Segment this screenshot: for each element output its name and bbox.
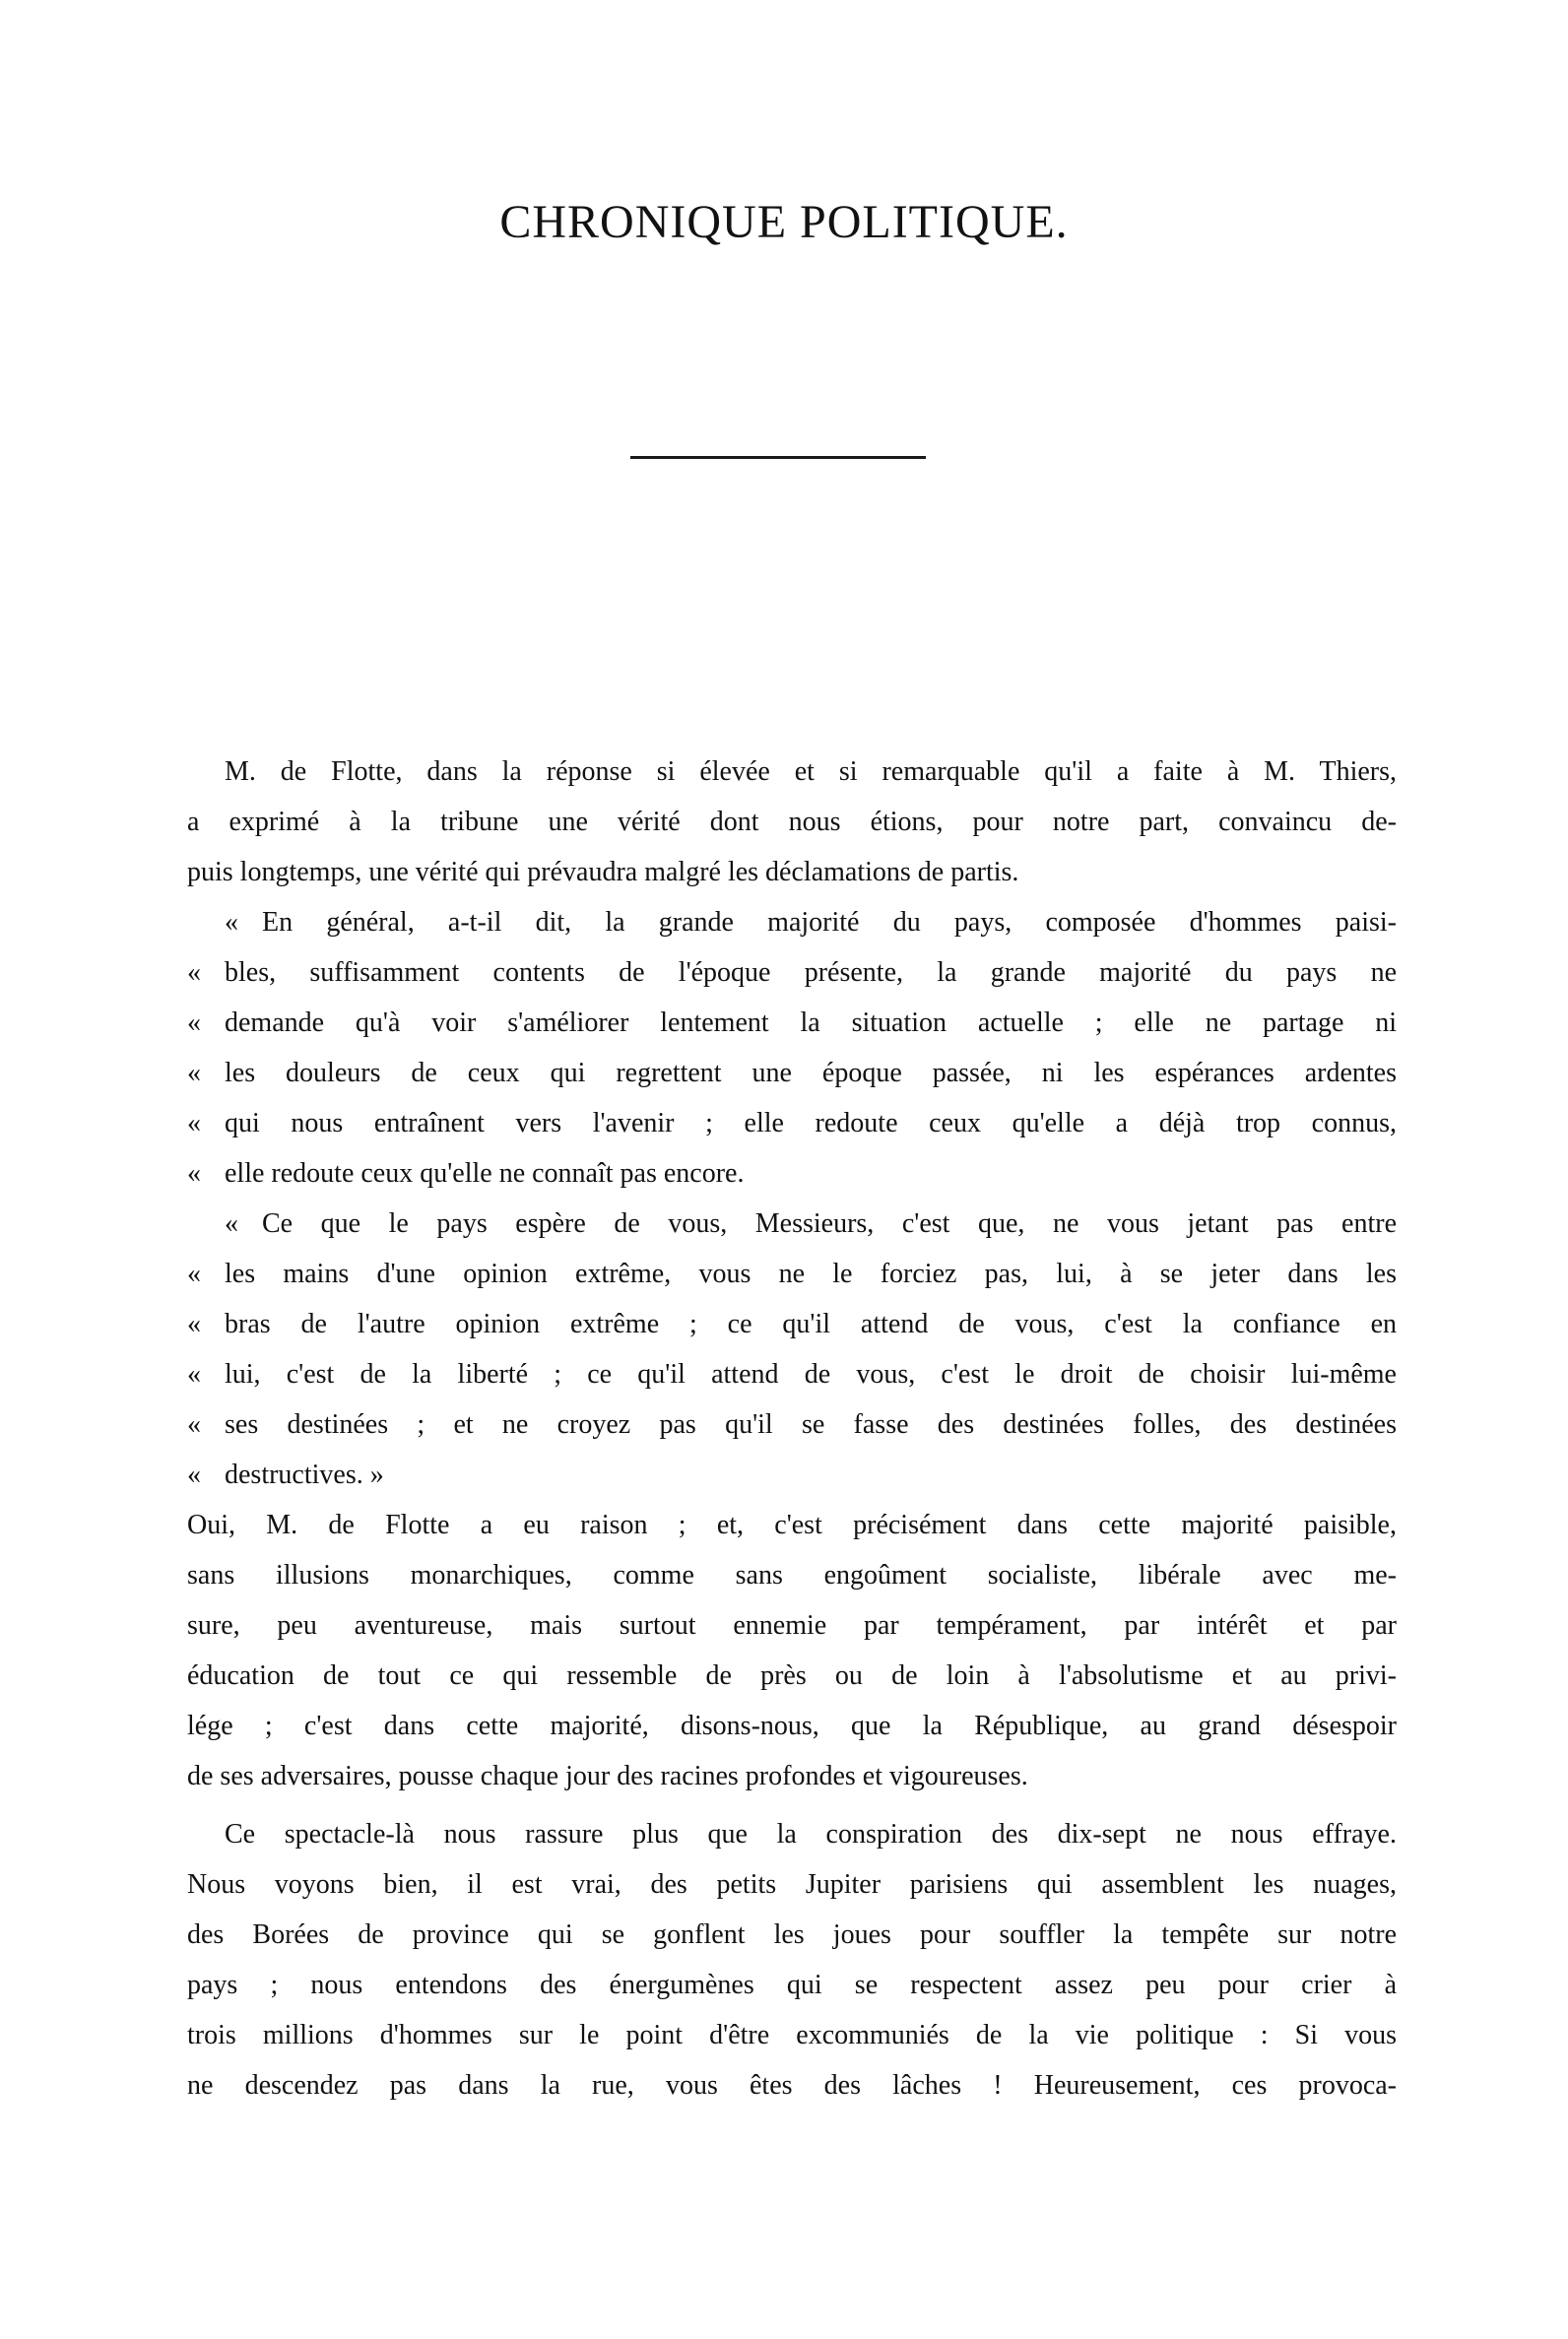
quoted-line xyxy=(187,1349,1397,1399)
quote-mark: « xyxy=(187,1108,201,1138)
text-line: de ses adversaires, pousse chaque jour des racines profondes et vigoureuses. xyxy=(187,1761,1028,1791)
quote-mark: « xyxy=(187,1359,201,1390)
quoted-line xyxy=(187,1399,1397,1450)
quote-mark: « xyxy=(187,1259,201,1289)
quoted-line xyxy=(187,1249,1397,1299)
quoted-line-text: destructives. » xyxy=(225,1460,384,1490)
text-line: Nous voyons bien, il est vrai, des petits Jupiter parisiens qui assemblent les nuages, xyxy=(187,1869,1397,1900)
text-line: sans illusions monarchiques, comme sans engoûment socialiste, libérale avec me- xyxy=(187,1560,1397,1591)
text-line: M. de Flotte, dans la réponse si élevée et si remarquable qu'il a faite à M. Thiers, xyxy=(225,756,1397,787)
quoted-line-text: Ce que le pays espère de vous, Messieurs, c'est que, ne vous jetant pas entre xyxy=(262,1208,1397,1239)
quote-mark: « xyxy=(187,1058,201,1088)
text-line: a exprimé à la tribune une vérité dont nous étions, pour notre part, convaincu de- xyxy=(187,807,1397,837)
paragraph-1 xyxy=(187,747,1397,897)
quoted-line-text: En général, a-t-il dit, la grande majorité du pays, composée d'hommes paisi- xyxy=(262,907,1397,938)
paragraph-5 xyxy=(187,1809,1397,2111)
quoted-line-text: ses destinées ; et ne croyez pas qu'il se fasse des destinées folles, des destinées xyxy=(225,1409,1397,1440)
quote-mark: « xyxy=(187,1158,201,1189)
quoted-line xyxy=(187,1048,1397,1098)
paragraph-4 xyxy=(187,1500,1397,1801)
text-line: éducation de tout ce qui ressemble de près ou de loin à l'absolutisme et au privi- xyxy=(187,1660,1397,1691)
quote-mark: « xyxy=(187,1007,201,1038)
quoted-line xyxy=(187,1450,1397,1500)
quoted-line-text: les douleurs de ceux qui regrettent une époque passée, ni les espérances ardentes xyxy=(225,1058,1397,1088)
text-line: des Borées de province qui se gonflent les joues pour souffler la tempête sur notre xyxy=(187,1919,1397,1950)
quoted-line xyxy=(187,1199,1397,1249)
quoted-line xyxy=(187,1299,1397,1349)
text-line: Oui, M. de Flotte a eu raison ; et, c'est précisément dans cette majorité paisible, xyxy=(187,1510,1397,1540)
quote-mark: « xyxy=(225,907,238,938)
quoted-line-text: bles, suffisamment contents de l'époque présente, la grande majorité du pays ne xyxy=(225,957,1397,988)
quoted-line xyxy=(187,897,1397,947)
paragraph-3-quote xyxy=(187,1199,1397,1500)
text-line: puis longtemps, une vérité qui prévaudra malgré les déclamations de partis. xyxy=(187,857,1019,887)
quoted-line xyxy=(187,1148,1397,1199)
text-line: sure, peu aventureuse, mais surtout ennemie par tempérament, par intérêt et par xyxy=(187,1610,1397,1641)
quote-mark: « xyxy=(187,1309,201,1339)
quoted-line xyxy=(187,1098,1397,1148)
text-line: pays ; nous entendons des énergumènes qui se respectent assez peu pour crier à xyxy=(187,1970,1397,2000)
paragraph-gap xyxy=(187,1801,1397,1809)
text-line: trois millions d'hommes sur le point d'être excommuniés de la vie politique : Si vous xyxy=(187,2020,1397,2050)
quoted-line-text: les mains d'une opinion extrême, vous ne le forciez pas, lui, à se jeter dans les xyxy=(225,1259,1397,1289)
text-line: ne descendez pas dans la rue, vous êtes des lâches ! Heureusement, ces provoca- xyxy=(187,2070,1397,2101)
quoted-line-text: lui, c'est de la liberté ; ce qu'il attend de vous, c'est le droit de choisir lui-même xyxy=(225,1359,1397,1390)
quoted-line-text: bras de l'autre opinion extrême ; ce qu'il attend de vous, c'est la confiance en xyxy=(225,1309,1397,1339)
page-title: CHRONIQUE POLITIQUE. xyxy=(499,196,1069,248)
quote-mark: « xyxy=(225,1208,238,1239)
article-body xyxy=(187,747,1397,2111)
quoted-line-text: demande qu'à voir s'améliorer lentement la situation actuelle ; elle ne partage ni xyxy=(225,1007,1397,1038)
quoted-line-text: qui nous entraînent vers l'avenir ; elle redoute ceux qu'elle a déjà trop connus, xyxy=(225,1108,1397,1138)
title-rule-divider xyxy=(630,456,926,459)
quoted-line xyxy=(187,998,1397,1048)
quoted-line xyxy=(187,947,1397,998)
text-line: lége ; c'est dans cette majorité, disons-nous, que la République, au grand désespoir xyxy=(187,1711,1397,1741)
quoted-line-text: elle redoute ceux qu'elle ne connaît pas encore. xyxy=(225,1158,745,1189)
quote-mark: « xyxy=(187,1409,201,1440)
text-line: Ce spectacle-là nous rassure plus que la conspiration des dix-sept ne nous effraye. xyxy=(225,1819,1397,1850)
quote-mark: « xyxy=(187,957,201,988)
paragraph-2-quote xyxy=(187,897,1397,1199)
quote-mark: « xyxy=(187,1460,201,1490)
